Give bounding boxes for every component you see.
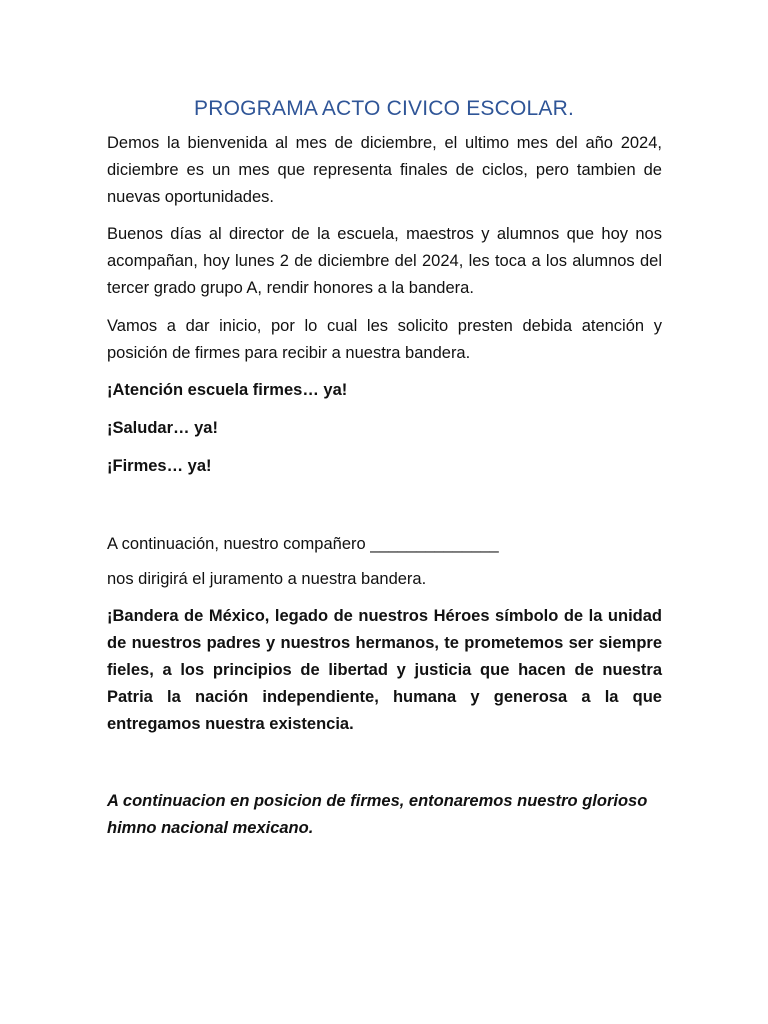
paragraph-welcome: Demos la bienvenida al mes de diciembre, el ultimo mes del año 2024, diciembre es un mes que representa finales de ciclos, pero tambien de nuevas oportunidades.	[107, 134, 662, 206]
command-salute: ¡Saludar… ya!	[107, 419, 218, 437]
document-title: PROGRAMA ACTO CIVICO ESCOLAR.	[194, 97, 574, 120]
pledge-intro-line	[107, 531, 662, 558]
paragraph-start: Vamos a dar inicio, por lo cual les solicito presten debida atención y posición de firmes para recibir a nuestra bandera.	[107, 317, 662, 362]
command-attention: ¡Atención escuela firmes… ya!	[107, 381, 348, 399]
paragraph-greeting: Buenos días al director de la escuela, maestros y alumnos que hoy nos acompañan, hoy lunes 2 de diciembre del 2024, les toca a los alumnos del tercer grado grupo A, rendir honores a la bandera.	[107, 225, 662, 297]
pledge-intro-suffix: nos dirigirá el juramento a nuestra bandera.	[107, 570, 427, 588]
anthem-text: A continuacion en posicion de firmes, entonaremos nuestro glorioso himno nacional mexicano.	[107, 792, 648, 837]
pledge-intro-prefix: A continuación, nuestro compañero	[107, 535, 366, 553]
command-firm: ¡Firmes… ya!	[107, 457, 212, 475]
pledge-intro-blank: ______________	[370, 535, 499, 553]
pledge-text: ¡Bandera de México, legado de nuestros Héroes símbolo de la unidad de nuestros padres y nuestros hermanos, te prometemos ser siempre fieles, a los principios de libertad y justicia que hacen de nuestra Patria la nación independiente, humana y generosa a la que entregamos nuestra existencia.	[107, 607, 662, 733]
